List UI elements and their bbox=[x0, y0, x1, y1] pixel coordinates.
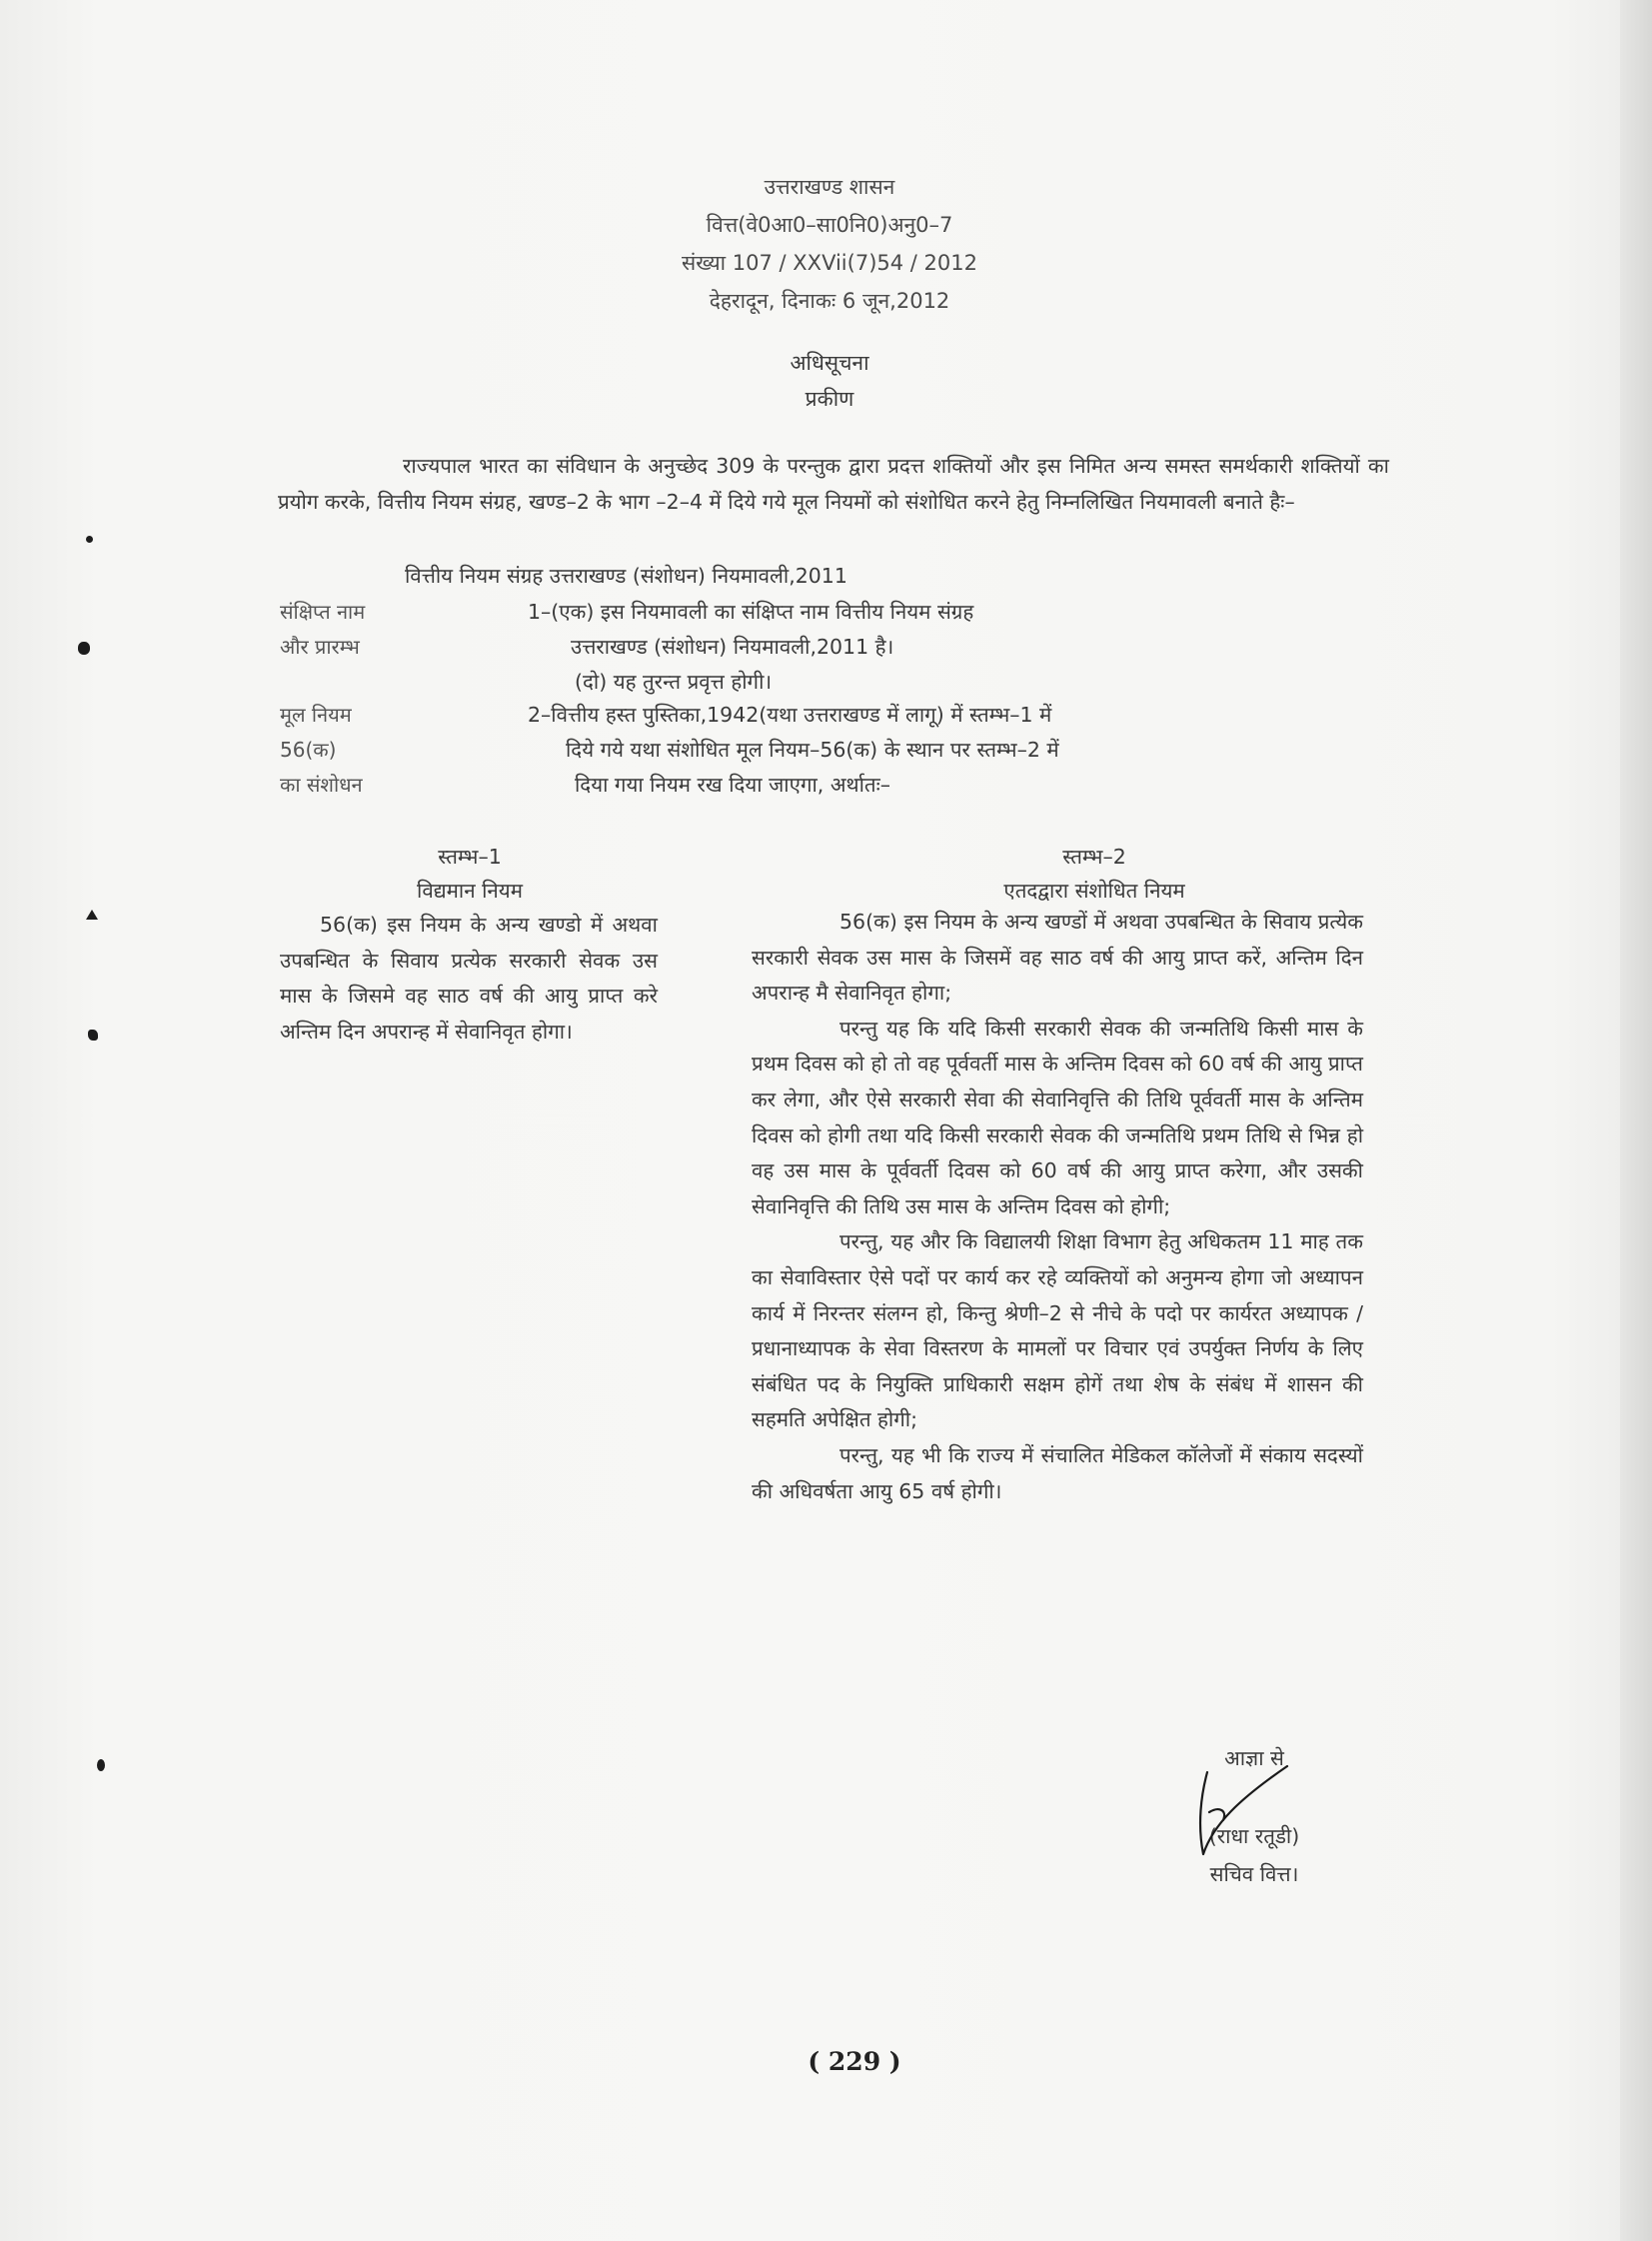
side-note-short-title bbox=[280, 595, 460, 665]
reference-number: संख्या 107 / XXVii(7)54 / 2012 bbox=[682, 251, 977, 275]
signatory-designation: सचिव वित्त। bbox=[1209, 1862, 1299, 1886]
column1-subheading: विद्यमान नियम bbox=[417, 879, 523, 903]
side-note-line: मूल नियम bbox=[280, 703, 352, 727]
column2-heading-block bbox=[924, 840, 1264, 908]
column2-text bbox=[752, 905, 1363, 1509]
column2-heading: स्तम्भ–2 bbox=[1062, 845, 1126, 869]
column1-text: 56(क) इस नियम के अन्य खण्डो में अथवा उपबन्धित के सिवाय प्रत्येक सरकारी सेवक उस मास के जिसमे वह साठ वर्ष की आयु प्राप्त करे अन्तिम दिन अपरान्ह में सेवानिवृत होगा। bbox=[280, 913, 658, 1044]
rule-line: (दो) यह तुरन्त प्रवृत्त होगी। bbox=[575, 670, 773, 694]
column2-paragraph: परन्तु, यह भी कि राज्य में संचालित मेडिकल कॉलेजों में संकाय सदस्यों की अधिवर्षता आयु 65 वर्ष होगी। bbox=[752, 1442, 1363, 1503]
rule-line: दिये गये यथा संशोधित मूल नियम–56(क) के स्थान पर स्तम्भ–2 में bbox=[566, 738, 1059, 762]
side-note-line: 56(क) bbox=[280, 738, 337, 762]
side-note-amendment bbox=[280, 698, 460, 803]
rule-line: 2–वित्तीय हस्त पुस्तिका,1942(यथा उत्तराखण्ड में लागू) में स्तम्भ–1 में bbox=[528, 703, 1052, 727]
rules-title: वित्तीय नियम संग्रह उत्तराखण्ड (संशोधन) नियमावली,2011 bbox=[405, 564, 847, 588]
rule-section-1 bbox=[528, 595, 1387, 700]
side-note-line: संक्षिप्त नाम bbox=[280, 600, 366, 624]
rule-line: दिया गया नियम रख दिया जाएगा, अर्थातः– bbox=[575, 773, 890, 797]
side-note-line: का संशोधन bbox=[280, 773, 363, 797]
notification-title: अधिसूचना bbox=[790, 351, 869, 375]
notification-subtitle: प्रकीण bbox=[805, 387, 854, 411]
department-name: उत्तराखण्ड शासन bbox=[764, 175, 895, 199]
signatory-name: (राधा रतूडी) bbox=[1208, 1824, 1300, 1848]
punch-mark bbox=[97, 1759, 105, 1771]
punch-mark bbox=[86, 536, 93, 543]
rule-line: उत्तराखण्ड (संशोधन) नियमावली,2011 है। bbox=[571, 635, 894, 659]
punch-mark bbox=[86, 910, 98, 920]
place-date: देहरादून, दिनाकः 6 जून,2012 bbox=[709, 289, 950, 313]
column2-paragraph: परन्तु यह कि यदि किसी सरकारी सेवक की जन्मतिथि किसी मास के प्रथम दिवस को हो तो वह पूर्ववर्ती मास के अन्तिम दिवस को 60 वर्ष की आयु प्राप्त कर लेगा, और ऐसे सरकारी सेवा की सेवानिवृत्ति की तिथि पूर्ववर्ती मास के अन्तिम दिवस को होगी तथा यदि किसी सरकारी सेवक की जन्मतिथि प्रथम तिथि से भिन्न हो वह उस मास के पूर्ववर्ती दिवस को 60 वर्ष की आयु प्राप्त करेगा, और उसकी सेवानिवृत्ति की तिथि उस मास के अन्तिम दिवस को होगी; bbox=[752, 1016, 1363, 1218]
punch-mark bbox=[78, 642, 90, 655]
punch-mark bbox=[88, 1030, 98, 1041]
column1-heading-block bbox=[380, 840, 560, 908]
signature-order: आज्ञा से bbox=[1224, 1746, 1284, 1770]
handwritten-signature bbox=[1179, 1754, 1299, 1864]
page-number: ( 229 ) bbox=[808, 2047, 901, 2076]
page-edge-shadow bbox=[1620, 0, 1652, 2241]
notification-title-block bbox=[700, 345, 959, 417]
document-header bbox=[620, 168, 1039, 320]
intro-paragraph: राज्यपाल भारत का संविधान के अनुच्छेद 309 के परन्तुक द्वारा प्रदत्त शक्तियों और इस निमित अन्य समस्त समर्थकारी शक्तियों का प्रयोग करके, वित्तीय नियम संग्रह, खण्ड–2 के भाग –2–4 में दिये गये मूल नियमों को संशोधित करने हेतु निम्नलिखित नियमावली बनाते हैः– bbox=[278, 454, 1389, 514]
rule-line: 1–(एक) इस नियमावली का संक्षिप्त नाम वित्तीय नियम संग्रह bbox=[528, 600, 974, 624]
column2-subheading: एतदद्वारा संशोधित नियम bbox=[1003, 879, 1185, 903]
column2-paragraph: परन्तु, यह और कि विद्यालयी शिक्षा विभाग हेतु अधिकतम 11 माह तक का सेवाविस्तार ऐसे पदों पर कार्य कर रहे व्यक्तियों को अनुमन्य होगा जो अध्यापन कार्य में निरन्तर संलग्न हो, किन्तु श्रेणी–2 से नीचे के पदो पर कार्यरत अध्यापक / प्रधानाध्यापक के सेवा विस्तरण के मामलों पर विचार एवं उपर्युक्त निर्णय के लिए संबंधित पद के नियुक्ति प्राधिकारी सक्षम होगें तथा शेष के संबंध में शासन की सहमति अपेक्षित होगी; bbox=[752, 1229, 1363, 1432]
rule-section-2 bbox=[528, 698, 1387, 803]
column2-paragraph: 56(क) इस नियम के अन्य खण्डों में अथवा उपबन्धित के सिवाय प्रत्येक सरकारी सेवक उस मास के जिसमें वह साठ वर्ष की आयु प्राप्त करें, अन्तिम दिन अपरान्ह मै सेवानिवृत होगा; bbox=[752, 910, 1363, 1006]
side-note-line: और प्रारम्भ bbox=[280, 635, 360, 659]
section-name: वित्त(वे0आ0–सा0नि0)अनु0–7 bbox=[706, 213, 953, 237]
column1-heading: स्तम्भ–1 bbox=[438, 845, 502, 869]
